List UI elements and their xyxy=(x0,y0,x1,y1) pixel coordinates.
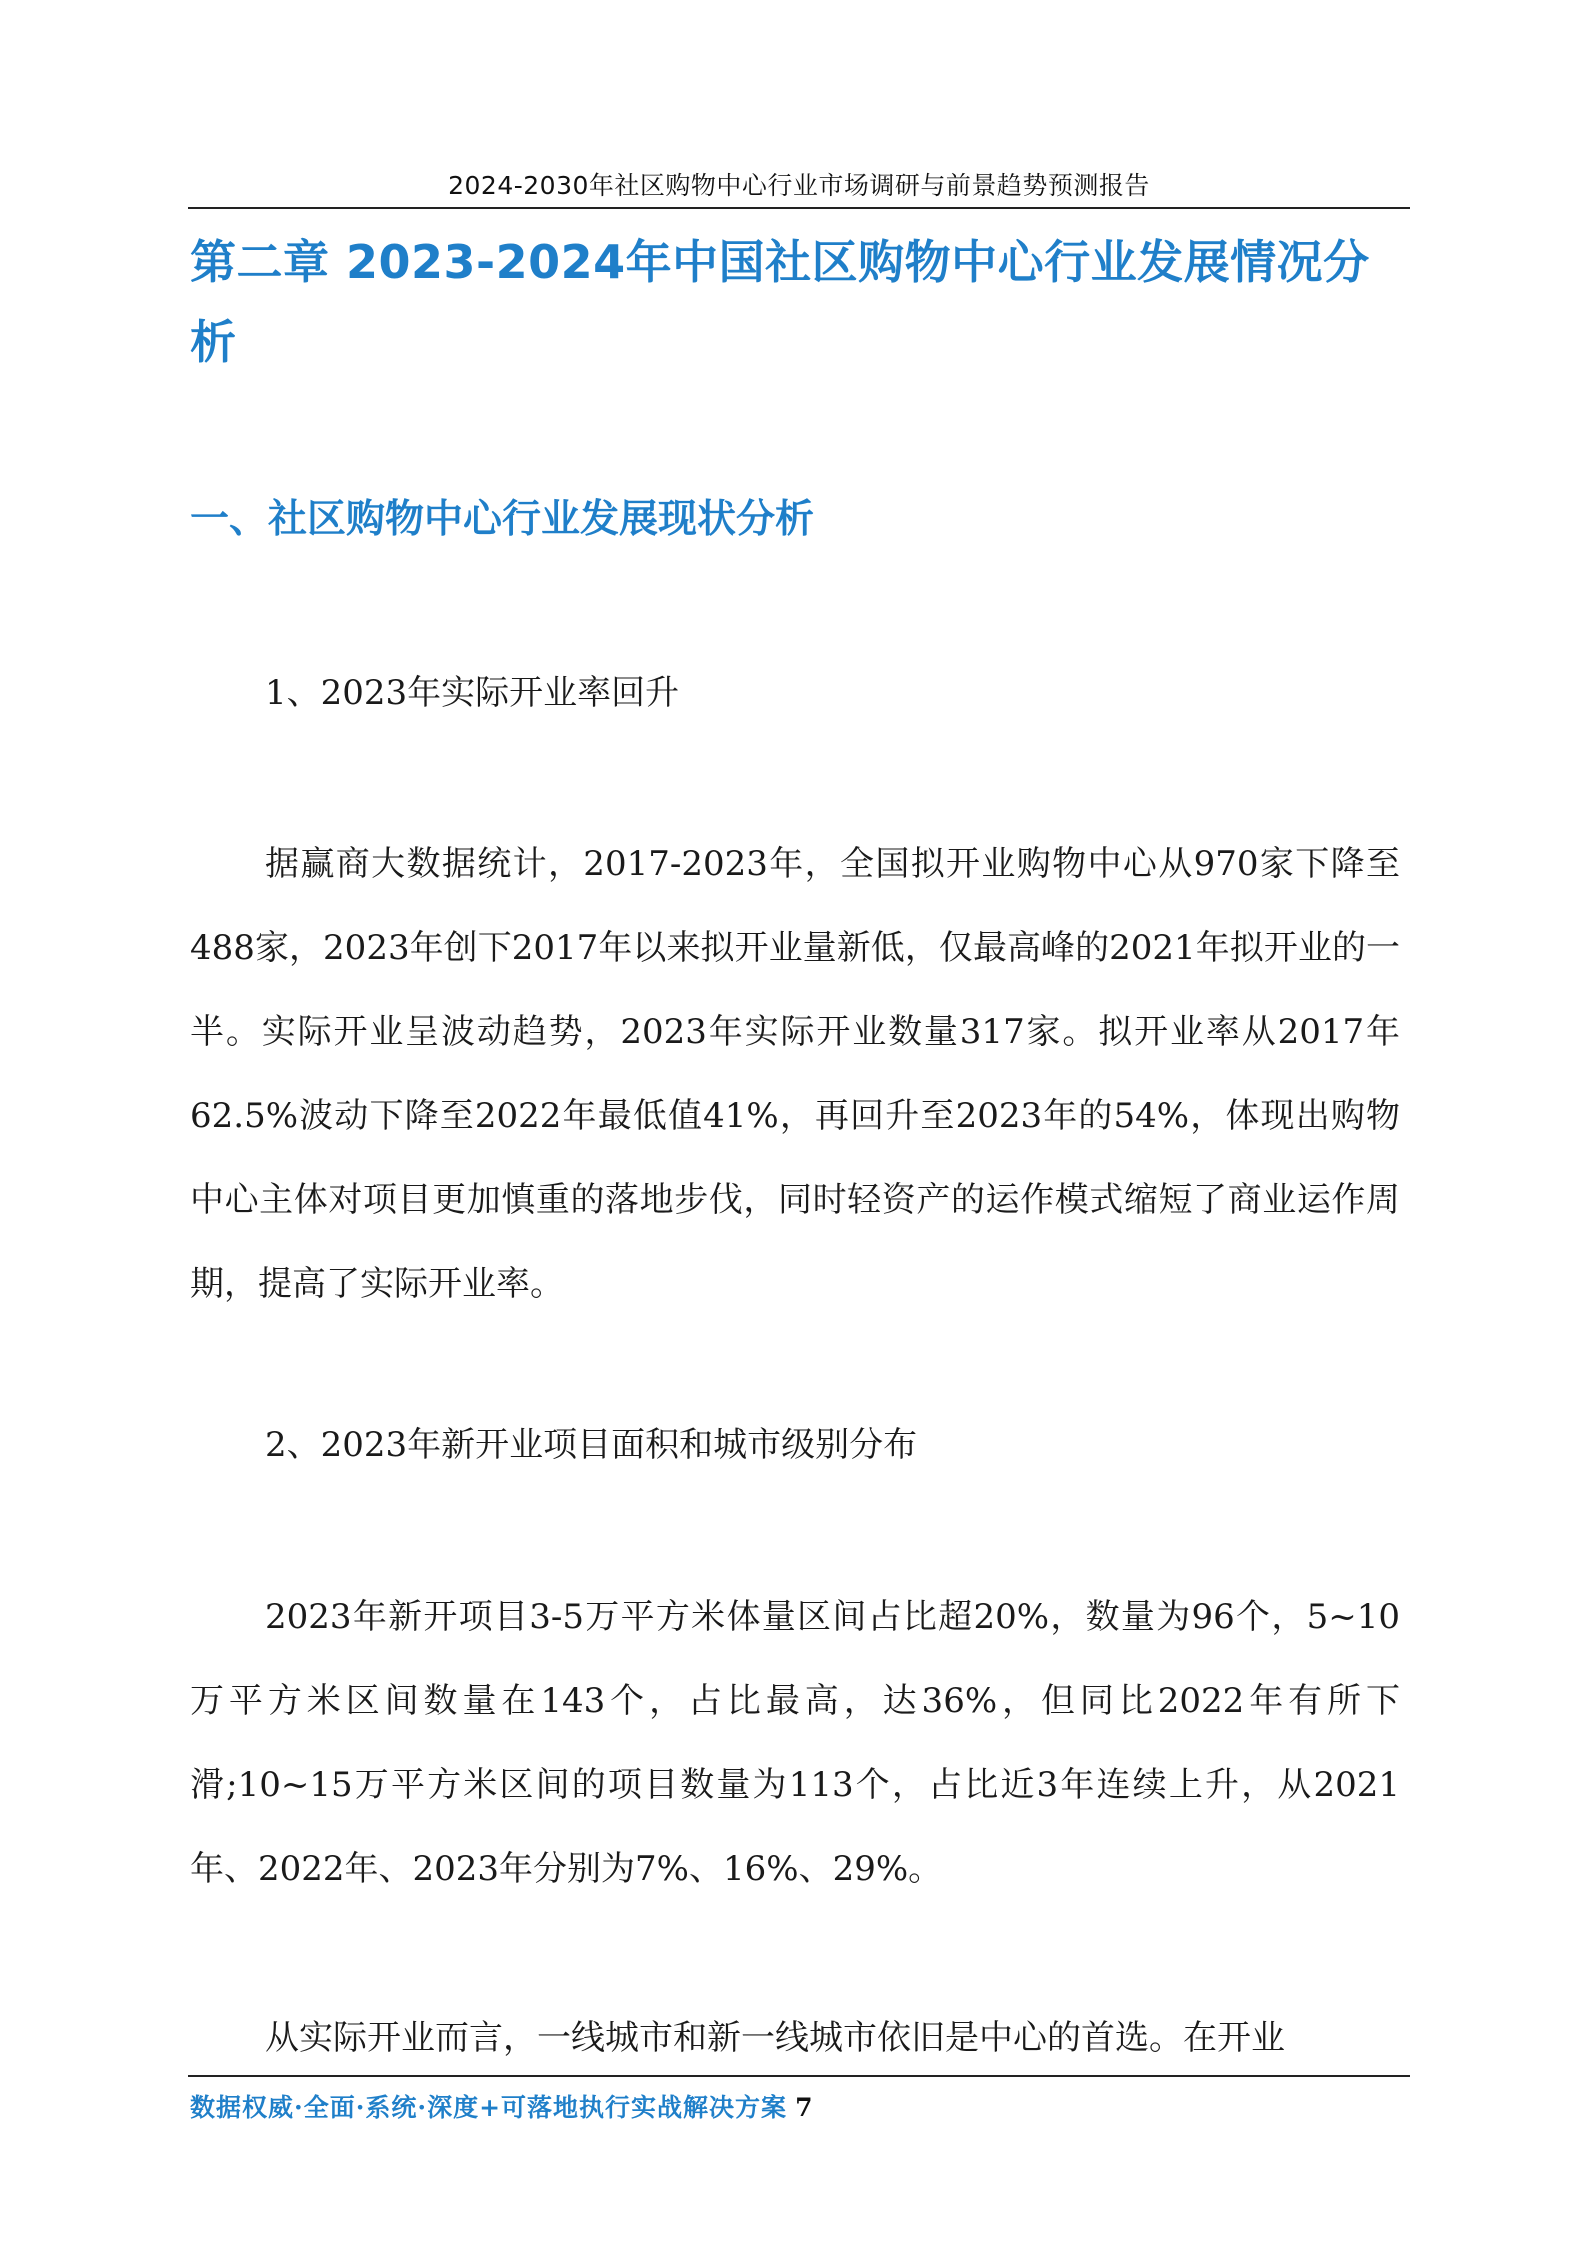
body-paragraph-3: 从实际开业而言，一线城市和新一线城市依旧是中心的首选。在开业 xyxy=(265,2018,1285,2058)
footer-divider xyxy=(188,2075,1410,2077)
footer-slogan: 数据权威·全面·系统·深度+可落地执行实战解决方案 xyxy=(190,2093,788,2122)
body-paragraph-1: 据赢商大数据统计，2017-2023年，全国拟开业购物中心从970家下降至488家，2023年创下2017年以来拟开业量新低，仅最高峰的2021年拟开业的一半。实际开业呈波动趋势，2023年实际开业数量317家。拟开业率从2017年62.5%波动下降至2022年最低值41%，再回升至2023年的54%，体现出购物中心主体对项目更加慎重的落地步伐，同时轻资产的运作模式缩短了商业运作周期，提高了实际开业率。 xyxy=(190,844,1400,1304)
header-divider xyxy=(188,207,1410,209)
subsection-heading-2: 2、2023年新开业项目面积和城市级别分布 xyxy=(265,1425,918,1465)
section-title: 一、社区购物中心行业发展现状分析 xyxy=(190,497,815,542)
page-number: 7 xyxy=(795,2093,814,2122)
body-paragraph-2: 2023年新开项目3-5万平方米体量区间占比超20%，数量为96个，5~10万平方米区间数量在143个，占比最高，达36%，但同比2022年有所下滑;10~15万平方米区间的项目数量为113个，占比近3年连续上升，从2021年、2022年、2023年分别为7%、16%、29%。 xyxy=(190,1597,1400,1889)
footer xyxy=(190,2088,813,2124)
subsection-heading-1: 1、2023年实际开业率回升 xyxy=(265,673,680,713)
chapter-title: 第二章 2023-2024年中国社区购物中心行业发展情况分析 xyxy=(190,235,1370,369)
running-header: 2024-2030年社区购物中心行业市场调研与前景趋势预测报告 xyxy=(448,171,1150,200)
